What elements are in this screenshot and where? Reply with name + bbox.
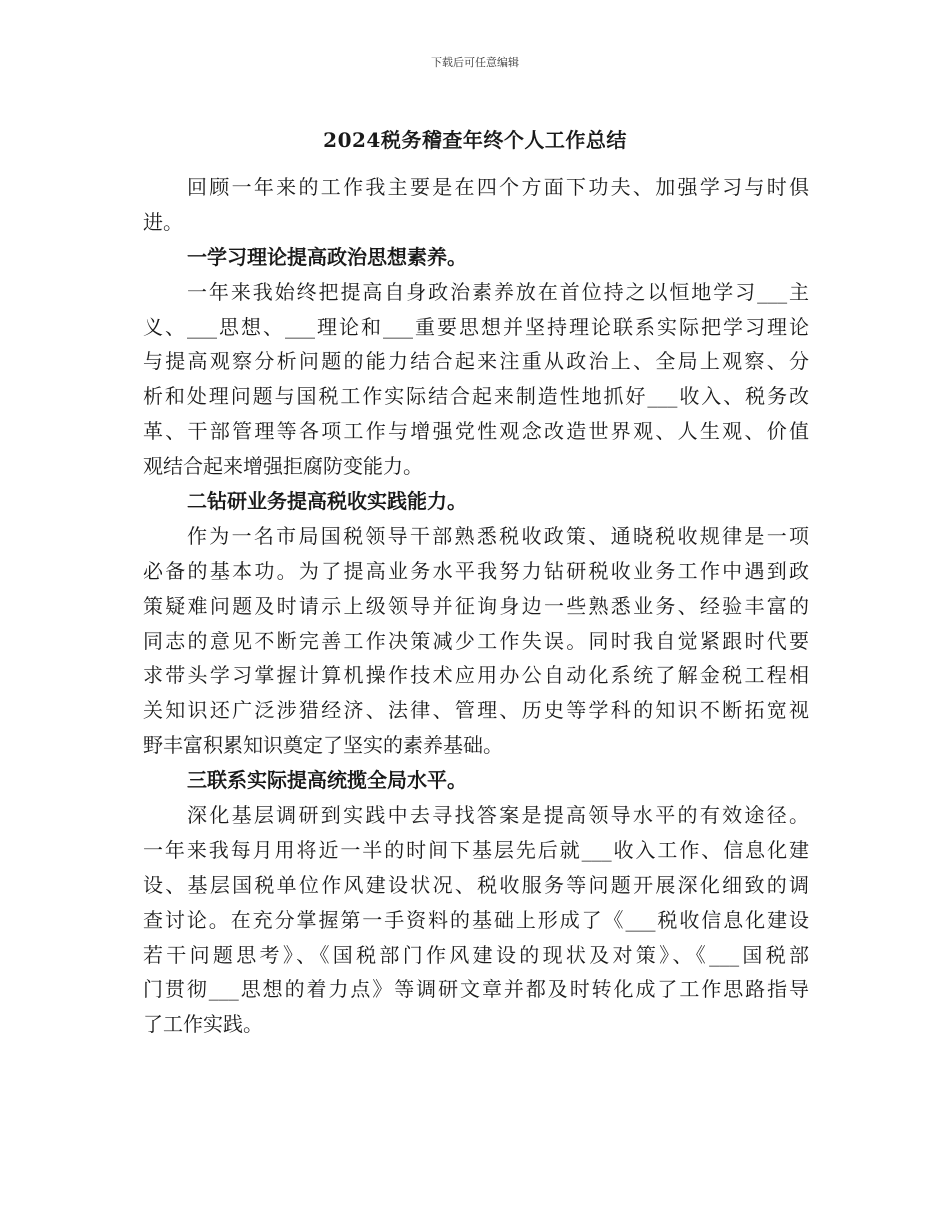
paragraph-section-3	[143, 798, 809, 1042]
text-line: 观结合起来增强拒腐防变能力。	[143, 454, 423, 479]
document-body	[143, 170, 809, 1042]
text-line: 求带头学习掌握计算机操作技术应用办公自动化系统了解金税工程相	[143, 663, 809, 688]
text-line: 深化基层调研到实践中去寻找答案是提高领导水平的有效途径。	[187, 803, 809, 828]
paragraph-section-1	[143, 275, 809, 484]
text-line: 作为一名市局国税领导干部熟悉税收政策、通晓税收规律是一项	[187, 523, 809, 548]
text-line: 关知识还广泛涉猎经济、法律、管理、历史等学科的知识不断拓宽视	[143, 698, 809, 723]
text-line: 义、___思想、___理论和___重要思想并坚持理论联系实际把学习理论	[143, 314, 809, 339]
header-note: 下载后可任意编辑	[431, 56, 519, 69]
text-line: 革、干部管理等各项工作与增强党性观念改造世界观、人生观、价值	[143, 419, 809, 444]
text-line: 与提高观察分析问题的能力结合起来注重从政治上、全局上观察、分	[143, 349, 809, 374]
text-line: 回顾一年来的工作我主要是在四个方面下功夫、加强学习与时俱	[187, 175, 809, 199]
text-line: 一年来我每月用将近一半的时间下基层先后就___收入工作、信息化建	[143, 837, 809, 862]
text-line: 了工作实践。	[143, 1012, 263, 1037]
text-line: 若干问题思考》、《国税部门作风建设的现状及对策》、《___国税部	[143, 942, 809, 967]
paragraph-intro	[143, 170, 809, 240]
text-line: 查讨论。在充分掌握第一手资料的基础上形成了《___税收信息化建设	[143, 907, 809, 932]
text-line: 门贯彻___思想的着力点》等调研文章并都及时转化成了工作思路指导	[143, 977, 809, 1002]
section-heading-3: 三联系实际提高统揽全局水平。	[187, 768, 467, 793]
text-line: 策疑难问题及时请示上级领导并征询身边一些熟悉业务、经验丰富的	[143, 593, 809, 618]
text-line: 进。	[143, 209, 183, 234]
text-line: 析和处理问题与国税工作实际结合起来制造性地抓好___收入、税务改	[143, 384, 809, 409]
text-line: 野丰富积累知识奠定了坚实的素养基础。	[143, 733, 503, 758]
text-line: 同志的意见不断完善工作决策减少工作失误。同时我自觉紧跟时代要	[143, 628, 809, 653]
text-line: 一年来我始终把提高自身政治素养放在首位持之以恒地学习___主	[187, 279, 809, 304]
text-line: 设、基层国税单位作风建设状况、税收服务等问题开展深化细致的调	[143, 872, 809, 897]
paragraph-section-2	[143, 519, 809, 763]
document-title: 2024税务稽查年终个人工作总结	[323, 128, 627, 152]
section-heading-2: 二钻研业务提高税收实践能力。	[187, 489, 467, 514]
section-heading-1: 一学习理论提高政治思想素养。	[187, 244, 467, 269]
text-line: 必备的基本功。为了提高业务水平我努力钻研税收业务工作中遇到政	[143, 558, 809, 583]
